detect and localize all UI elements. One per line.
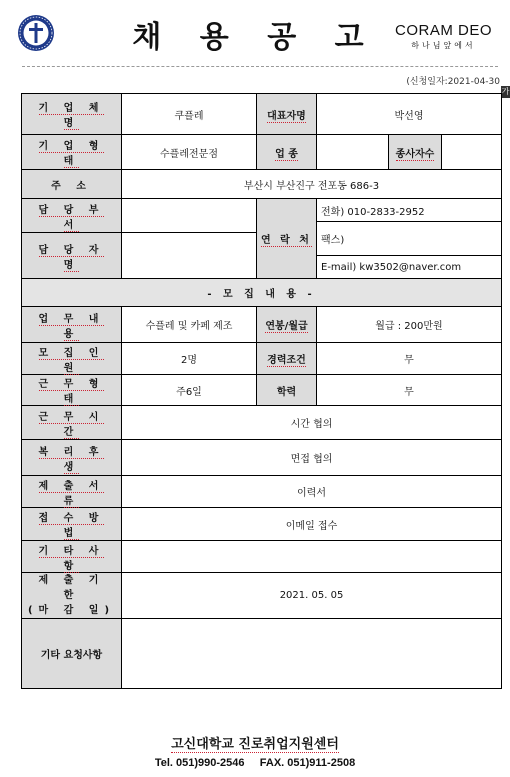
experience-label: 경력조건	[257, 343, 317, 375]
fax-value: 팩스)	[317, 222, 502, 256]
dept-label: 담 당 부 서	[22, 199, 122, 233]
deadline-label-line1: 제 출 기 한	[38, 575, 105, 601]
company-name-label: 기 업 체 명	[22, 94, 122, 135]
person-label: 담 당 자 명	[22, 233, 122, 279]
side-tab: 가	[501, 87, 510, 96]
brand-korean: 하나님앞에서	[411, 41, 476, 50]
method-value: 이메일 접수	[122, 508, 502, 541]
salary-value: 월급 : 200만원	[317, 307, 502, 343]
industry-value	[317, 135, 389, 170]
salary-label: 연봉/월급	[257, 307, 317, 343]
deadline-label	[22, 573, 122, 619]
hours-value: 시간 협의	[122, 406, 502, 440]
employees-label: 종사자수	[389, 135, 442, 170]
divider	[22, 66, 498, 67]
docs-value: 이력서	[122, 476, 502, 508]
company-type-label: 기 업 형 태	[22, 135, 122, 170]
recruitment-form	[21, 93, 502, 689]
job-value: 수플레 및 카페 제조	[122, 307, 257, 343]
deadline-value: 2021. 05. 05	[122, 573, 502, 619]
industry-label: 업 종	[257, 135, 317, 170]
benefits-value: 면접 협의	[122, 440, 502, 476]
education-value: 무	[317, 375, 502, 406]
worktype-value: 주6일	[122, 375, 257, 406]
dept-value	[122, 199, 257, 233]
education-label: 학력	[257, 375, 317, 406]
address-value: 부산시 부산진구 전포동 686-3	[122, 170, 502, 199]
email-value: E-mail) kw3502@naver.com	[317, 256, 502, 279]
application-date: (신청일자:2021-04-30	[406, 77, 500, 87]
phone-value: 전화) 010-2833-2952	[317, 199, 502, 222]
person-value	[122, 233, 257, 279]
method-label: 접 수 방 법	[22, 508, 122, 541]
hours-label: 근 무 시 간	[22, 406, 122, 440]
job-label: 업 무 내 용	[22, 307, 122, 343]
address-label: 주 소	[22, 170, 122, 199]
company-name-value: 쿠플레	[122, 94, 257, 135]
count-value: 2명	[122, 343, 257, 375]
career-center-name: 고신대학교 진로취업지원센터	[171, 737, 339, 752]
brand-block	[395, 22, 492, 51]
etc-label: 기 타 사 항	[22, 541, 122, 573]
contact-label: 연 락 처	[257, 199, 317, 279]
experience-value: 무	[317, 343, 502, 375]
ceo-label: 대표자명	[257, 94, 317, 135]
company-type-value: 수플레전문점	[122, 135, 257, 170]
page-title: 채 용 공 고	[132, 20, 378, 55]
request-value	[122, 619, 502, 689]
benefits-label: 복 리 후 생	[22, 440, 122, 476]
count-label: 모 집 인 원	[22, 343, 122, 375]
employees-value	[442, 135, 502, 170]
etc-value	[122, 541, 502, 573]
worktype-label: 근 무 형 태	[22, 375, 122, 406]
brand-english: CORAM DEO	[394, 22, 492, 39]
section-title: - 모 집 내 용 -	[22, 279, 502, 307]
docs-label: 제 출 서 류	[22, 476, 122, 508]
request-label: 기타 요청사항	[22, 619, 122, 689]
contact-numbers: Tel. 051)990-2546 FAX. 051)911-2508	[154, 757, 356, 769]
deadline-label-line2: (마 감 일)	[27, 605, 116, 616]
ceo-value: 박선영	[317, 94, 502, 135]
